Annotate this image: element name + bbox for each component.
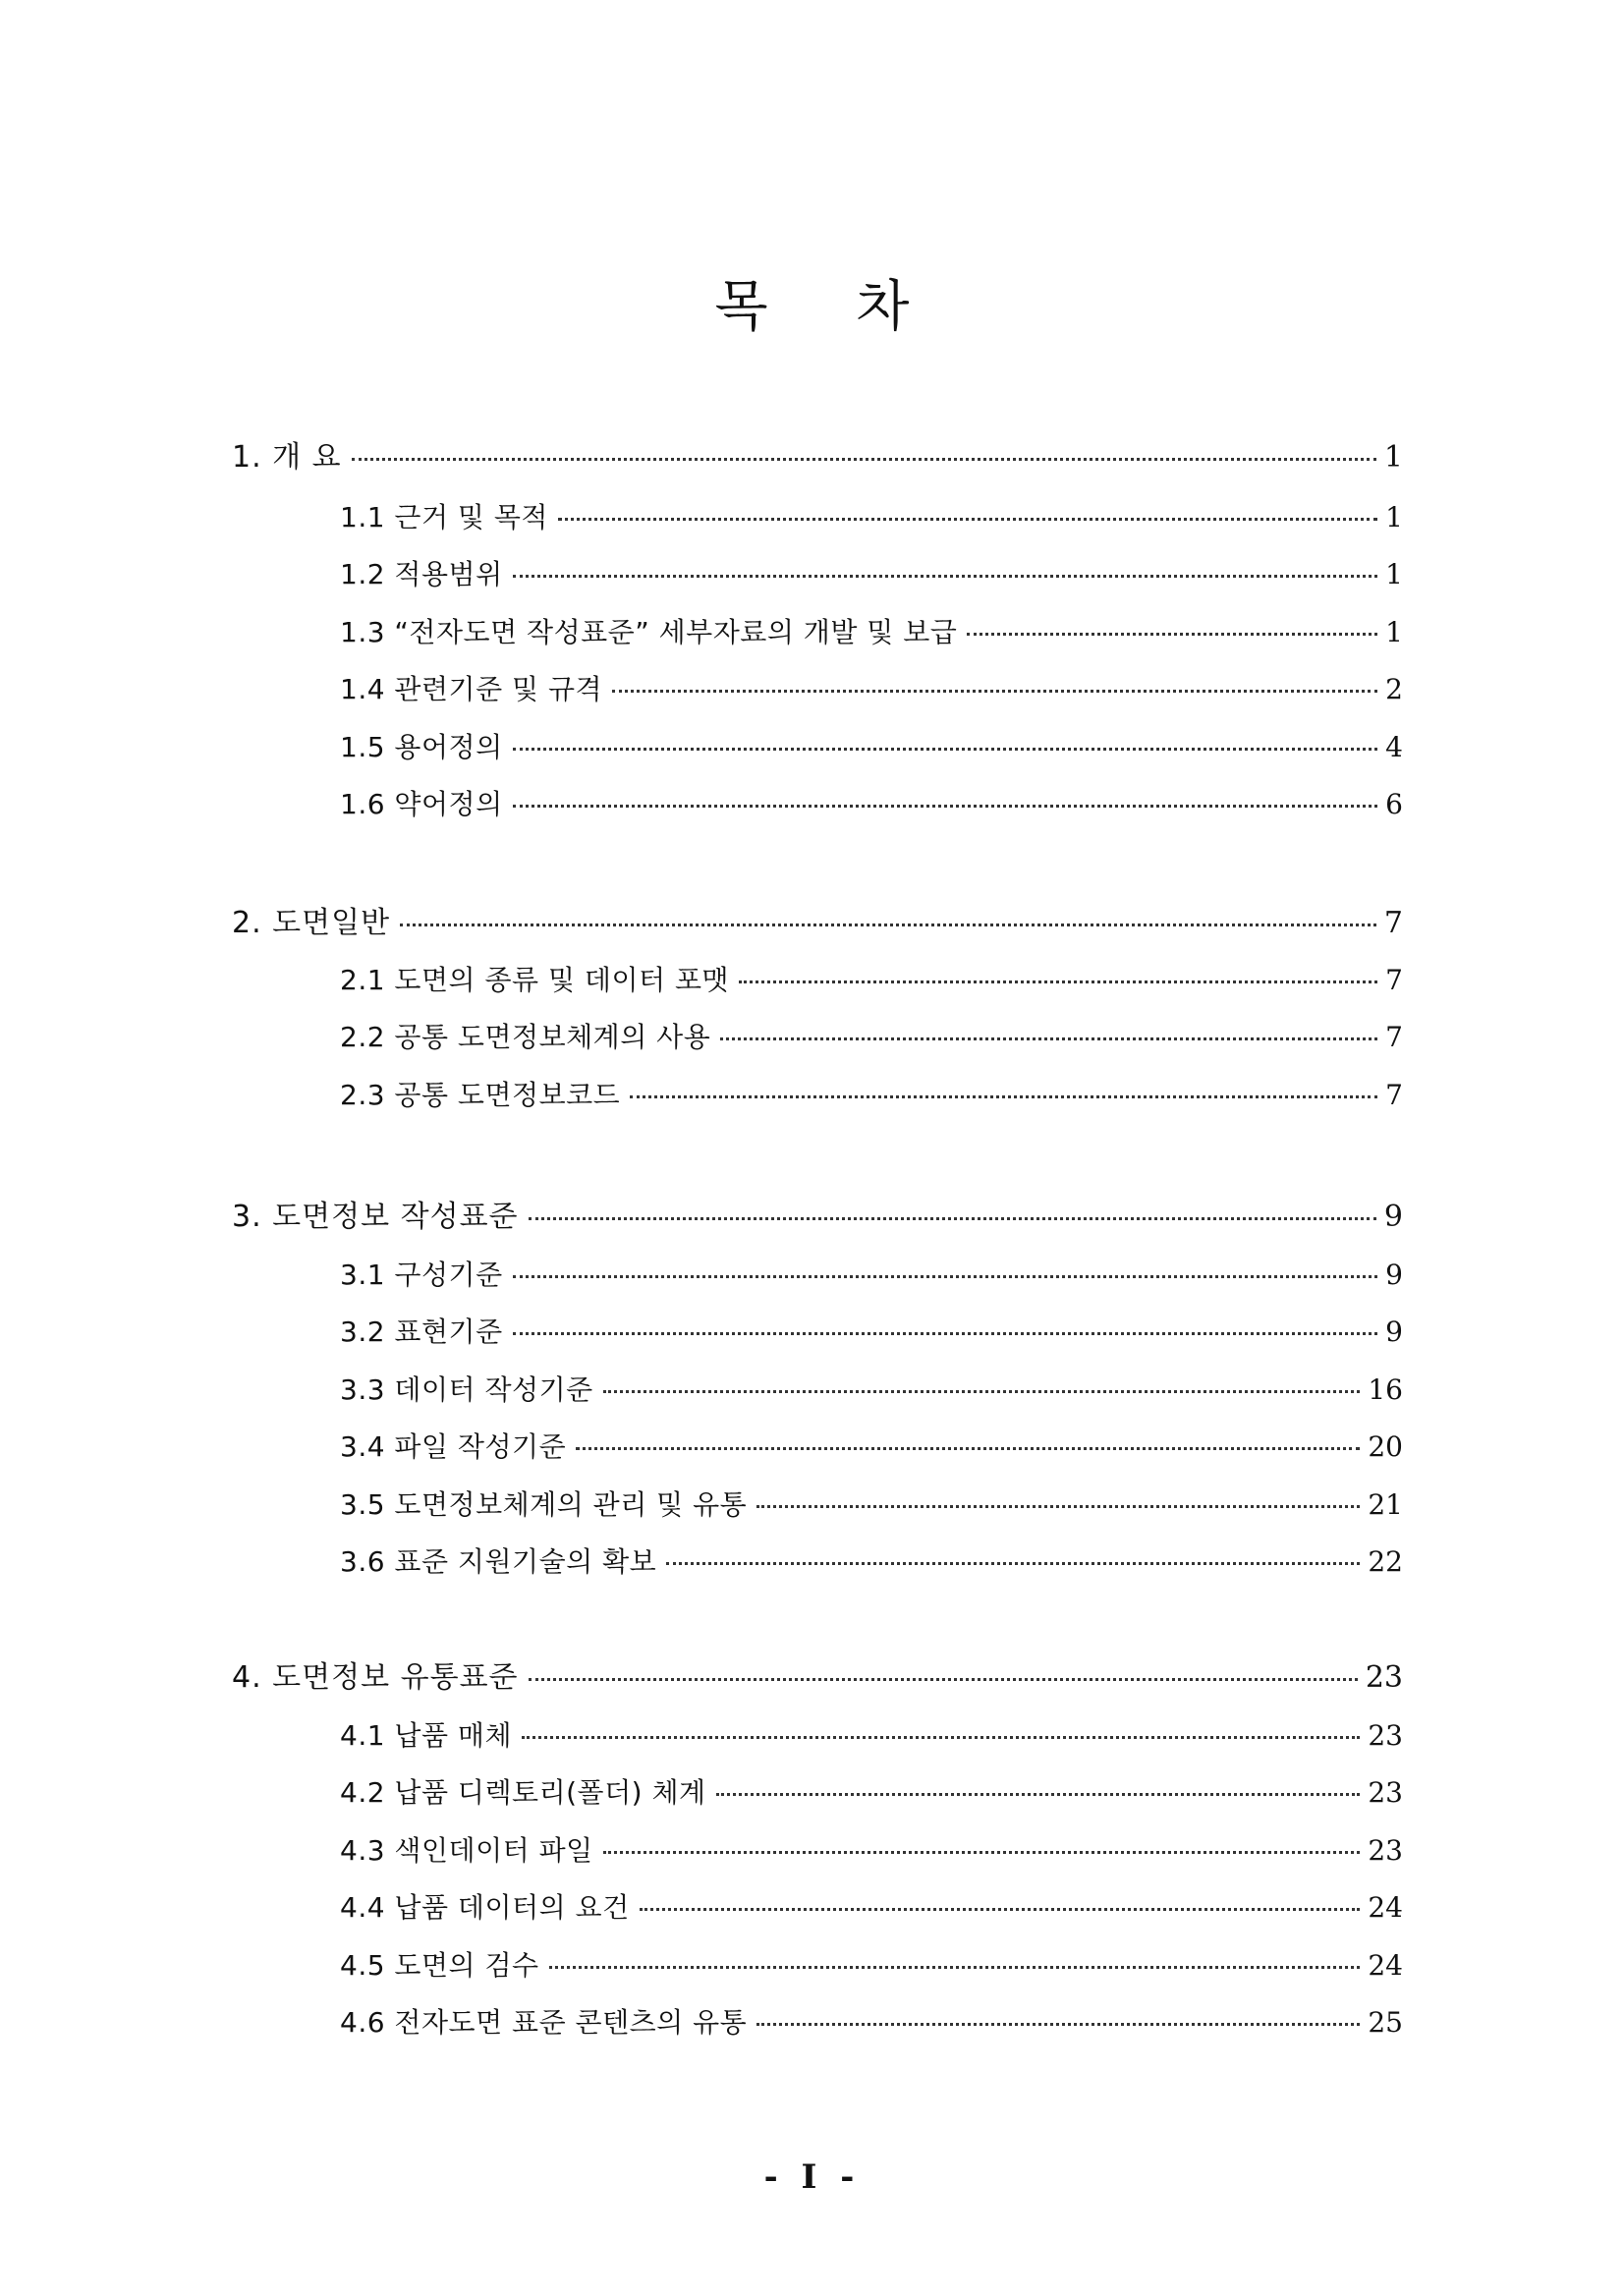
toc-item-label: 4.3 색인데이터 파일 — [340, 1834, 593, 1867]
toc-page-number: 16 — [1368, 1373, 1403, 1406]
dot-leader — [612, 690, 1377, 693]
toc-section-label: 4. 도면정보 유통표준 — [232, 1660, 519, 1695]
dot-leader — [967, 633, 1377, 636]
dot-leader — [603, 1390, 1361, 1393]
toc-section-label: 2. 도면일반 — [232, 906, 391, 940]
dot-leader — [576, 1447, 1360, 1450]
dot-leader — [513, 1332, 1378, 1335]
toc-item-label: 3.2 표현기준 — [340, 1316, 503, 1348]
dot-leader — [400, 924, 1376, 926]
dot-leader — [640, 1908, 1361, 1911]
toc-item — [0, 668, 1624, 707]
toc-item — [0, 2001, 1624, 2041]
toc-item — [0, 1426, 1624, 1465]
toc-item-label: 1.6 약어정의 — [340, 788, 503, 820]
dot-leader — [756, 2023, 1360, 2026]
toc-item-label: 3.1 구성기준 — [340, 1259, 503, 1291]
toc-section-4 — [0, 1652, 1624, 1695]
toc-page-number: 7 — [1383, 906, 1403, 940]
toc-item — [0, 611, 1624, 650]
toc-item-label: 3.4 파일 작성기준 — [340, 1430, 567, 1463]
toc-page-number: 20 — [1368, 1430, 1403, 1463]
toc-item-label: 1.1 근거 및 목적 — [340, 501, 548, 533]
toc-section-label: 3. 도면정보 작성표준 — [232, 1200, 519, 1234]
dot-leader — [739, 980, 1377, 983]
toc-item-label: 1.3 “전자도면 작성표준” 세부자료의 개발 및 보급 — [340, 616, 958, 648]
toc-item — [0, 1311, 1624, 1350]
toc-item — [0, 1254, 1624, 1293]
toc-section-label: 1. 개 요 — [232, 440, 342, 475]
toc-page-number: 9 — [1385, 1259, 1403, 1291]
dot-leader — [522, 1736, 1360, 1739]
toc-page-number: 9 — [1383, 1200, 1403, 1234]
dot-leader — [549, 1966, 1361, 1969]
page-number-footer: - I - — [763, 2157, 861, 2197]
toc-section-1 — [0, 432, 1624, 475]
toc-item-label: 1.4 관련기준 및 규격 — [340, 673, 603, 705]
toc-item-label: 1.5 용어정의 — [340, 731, 503, 763]
toc-item — [0, 496, 1624, 535]
toc-page-number: 23 — [1365, 1660, 1403, 1695]
toc-item — [0, 1369, 1624, 1408]
toc-item-label: 4.5 도면의 검수 — [340, 1949, 539, 1982]
toc-page-number: 23 — [1368, 1834, 1403, 1867]
dot-leader — [756, 1505, 1360, 1508]
toc-page-number: 7 — [1385, 964, 1403, 996]
toc-item-label: 4.4 납품 데이터의 요건 — [340, 1891, 630, 1924]
toc-item-label: 4.6 전자도면 표준 콘텐츠의 유통 — [340, 2006, 748, 2039]
dot-leader — [716, 1793, 1361, 1796]
dot-leader — [529, 1217, 1376, 1220]
toc-item — [0, 553, 1624, 592]
dot-leader — [513, 748, 1378, 751]
dot-leader — [513, 805, 1378, 808]
toc-page-number: 6 — [1385, 788, 1403, 820]
toc-item — [0, 1074, 1624, 1113]
dot-leader — [558, 518, 1377, 521]
toc-item-label: 1.2 적용범위 — [340, 558, 503, 590]
toc-section-2 — [0, 898, 1624, 940]
toc-page-number: 24 — [1368, 1949, 1403, 1982]
toc-page-number: 1 — [1385, 501, 1403, 533]
toc-item-label: 3.6 표준 지원기술의 확보 — [340, 1545, 657, 1578]
toc-item — [0, 1771, 1624, 1811]
toc-page-number: 24 — [1368, 1891, 1403, 1924]
toc-page-number: 23 — [1368, 1719, 1403, 1752]
toc-item-label: 2.1 도면의 종류 및 데이터 포맷 — [340, 964, 730, 996]
dot-leader — [352, 458, 1376, 461]
toc-item-label: 2.2 공통 도면정보체계의 사용 — [340, 1021, 711, 1053]
toc-page-number: 25 — [1368, 2006, 1403, 2039]
toc-page-number: 2 — [1385, 673, 1403, 705]
toc-item — [0, 1944, 1624, 1984]
toc-item — [0, 1886, 1624, 1926]
toc-item — [0, 1484, 1624, 1523]
toc-page-number: 4 — [1385, 731, 1403, 763]
toc-item-label: 4.1 납품 매체 — [340, 1719, 513, 1752]
dot-leader — [666, 1562, 1360, 1565]
toc-item — [0, 1540, 1624, 1580]
toc-page-number: 9 — [1385, 1316, 1403, 1348]
toc-item — [0, 959, 1624, 998]
toc-page-number: 1 — [1383, 440, 1403, 475]
dot-leader — [603, 1851, 1361, 1854]
dot-leader — [720, 1037, 1377, 1040]
dot-leader — [513, 1275, 1378, 1278]
toc-item — [0, 1714, 1624, 1754]
toc-page-number: 1 — [1385, 558, 1403, 590]
dot-leader — [513, 575, 1378, 578]
toc-page-number: 7 — [1385, 1021, 1403, 1053]
toc-item-label: 2.3 공통 도면정보코드 — [340, 1079, 621, 1111]
toc-item — [0, 1829, 1624, 1869]
toc-item — [0, 1016, 1624, 1055]
toc-item-label: 3.3 데이터 작성기준 — [340, 1373, 593, 1406]
toc-item-label: 3.5 도면정보체계의 관리 및 유통 — [340, 1488, 748, 1521]
toc-item-label: 4.2 납품 디렉토리(폴더) 체계 — [340, 1776, 706, 1809]
toc-item — [0, 726, 1624, 765]
toc-item — [0, 783, 1624, 822]
toc-page-number: 1 — [1385, 616, 1403, 648]
toc-page-number: 23 — [1368, 1776, 1403, 1809]
toc-page-number: 21 — [1368, 1488, 1403, 1521]
page-title: 목 차 — [714, 275, 945, 339]
dot-leader — [529, 1678, 1358, 1681]
dot-leader — [630, 1095, 1377, 1098]
toc-section-3 — [0, 1192, 1624, 1234]
toc-page-number: 7 — [1385, 1079, 1403, 1111]
toc-page-number: 22 — [1368, 1545, 1403, 1578]
